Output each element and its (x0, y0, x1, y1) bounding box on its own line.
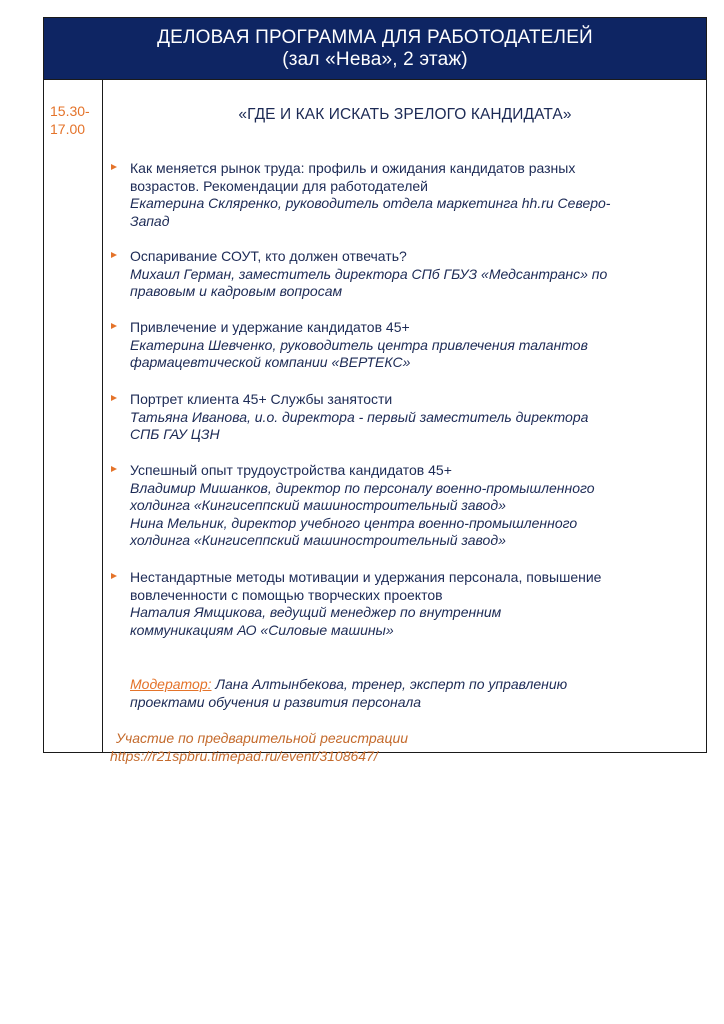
moderator-line: Лана Алтынбекова, тренер, эксперт по управлению (211, 676, 568, 692)
speaker-line: Нина Мельник, директор учебного центра военно-промышленного (130, 514, 578, 531)
triangle-bullet-icon (111, 466, 117, 472)
header-title: ДЕЛОВАЯ ПРОГРАММА ДЛЯ РАБОТОДАТЕЛЕЙ (157, 27, 593, 48)
triangle-bullet-icon (111, 573, 117, 579)
speaker-line: холдинга «Кингисеппский машиностроительный завод» (130, 532, 506, 548)
speaker-line: Владимир Мишанков, директор по персоналу военно-промышленного (130, 479, 595, 496)
list-item (104, 462, 698, 550)
speaker-line: Михаил Герман, заместитель директора СПб ГБУЗ «Медсантранс» по (130, 265, 608, 282)
speaker-line: фармацевтической компании «ВЕРТЕКС» (130, 354, 411, 370)
header-subtitle: (зал «Нева», 2 этаж) (282, 49, 468, 70)
topic-line: Оспаривание СОУТ, кто должен отвечать? (130, 248, 407, 264)
program-table (43, 17, 707, 764)
topic-line: Портрет клиента 45+ Службы занятости (130, 391, 393, 407)
topic-line: Как меняется рынок труда: профиль и ожидания кандидатов разных (130, 160, 576, 176)
speaker-line: Екатерина Скляренко, руководитель отдела маркетинга hh.ru Северо- (130, 195, 611, 211)
time-start: 15.30- (50, 103, 90, 119)
program-header (44, 18, 706, 80)
session-time (50, 102, 90, 138)
time-column (44, 80, 103, 752)
speaker-line: правовым и кадровым вопросам (130, 283, 343, 299)
speaker-line: холдинга «Кингисеппский машиностроительный завод» (130, 497, 506, 513)
list-item (104, 391, 698, 444)
topic-line: Нестандартные методы мотивации и удержания персонала, повышение (130, 569, 602, 585)
registration-text: Участие по предварительной регистрации (116, 730, 409, 746)
topic-line: Успешный опыт трудоустройства кандидатов 45+ (130, 462, 452, 478)
moderator-label: Модератор: (130, 676, 212, 692)
speaker-line: Екатерина Шевченко, руководитель центра привлечения талантов (130, 336, 588, 353)
topic-line: вовлеченности с помощью творческих проектов (130, 586, 443, 603)
registration-note (110, 729, 698, 765)
speaker-line: коммуникациям АО «Силовые машины» (130, 621, 394, 638)
list-item (104, 248, 698, 301)
speaker-line: Запад (130, 212, 170, 229)
topic-line: Привлечение и удержание кандидатов 45+ (130, 319, 410, 335)
topic-line: возрастов. Рекомендации для работодателей (130, 177, 428, 194)
program-body (44, 80, 706, 764)
triangle-bullet-icon (111, 252, 117, 258)
speaker-line: Наталия Ямщикова, ведущий менеджер по внутренним (130, 604, 502, 620)
session-title: «ГДЕ И КАК ИСКАТЬ ЗРЕЛОГО КАНДИДАТА» (238, 106, 572, 123)
moderator-line: проектами обучения и развития персонала (130, 694, 422, 710)
triangle-bullet-icon (111, 323, 117, 329)
registration-link[interactable]: https://r21spbru.timepad.ru/event/3108647/ (110, 748, 378, 764)
time-end: 17.00 (50, 121, 86, 137)
speaker-line: СПБ ГАУ ЦЗН (130, 426, 220, 442)
moderator-block (130, 675, 698, 711)
triangle-bullet-icon (111, 395, 117, 401)
list-item (104, 160, 698, 230)
list-item (104, 319, 698, 372)
list-item (104, 569, 698, 639)
speaker-line: Татьяна Иванова, и.о. директора - первый заместитель директора (130, 408, 589, 425)
triangle-bullet-icon (111, 164, 117, 170)
session-content (104, 80, 706, 764)
